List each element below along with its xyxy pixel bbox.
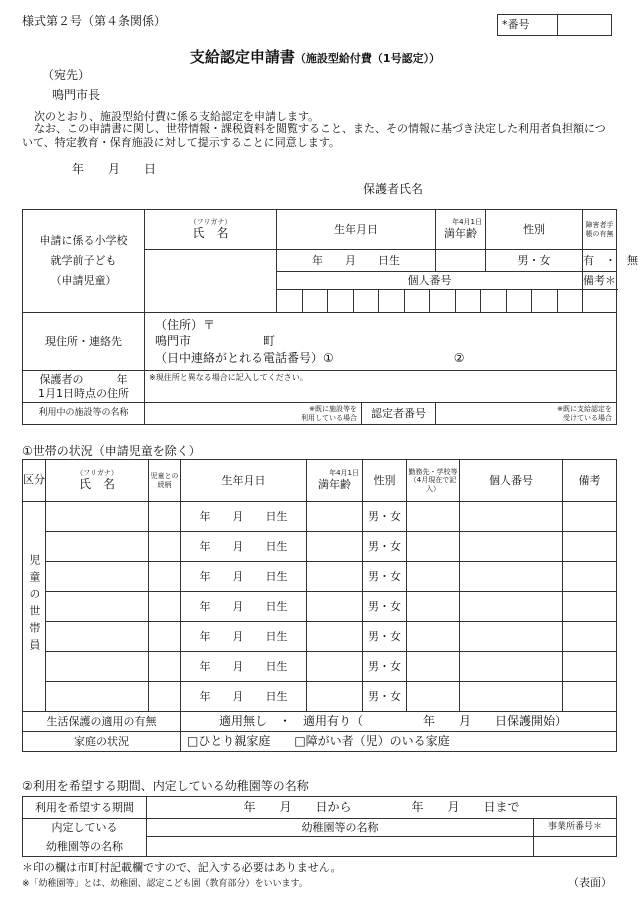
member-name[interactable] xyxy=(46,652,149,682)
facility-field[interactable]: ※既に施設等を 利用している場合 xyxy=(145,403,362,425)
footer-note-2: ※「幼稚園等」とは、幼稚園、認定こども園（教育部分）をいいます。 xyxy=(22,879,308,889)
facility-label: 利用中の施設等の名称 xyxy=(23,403,145,425)
page-title: 支給認定申請書（施設型給付費（1号認定）） xyxy=(189,48,441,66)
household-table xyxy=(22,459,617,752)
col-work: 勤務先・学校等（4月現在で記入） xyxy=(407,460,460,502)
member-remarks[interactable] xyxy=(563,592,617,622)
child-disability-field[interactable]: 有 ・ 無 xyxy=(583,250,617,272)
member-remarks[interactable] xyxy=(563,682,617,712)
member-remarks[interactable] xyxy=(563,562,617,592)
page-side-label: （表面） xyxy=(568,876,612,889)
member-work[interactable] xyxy=(407,622,460,652)
member-work[interactable] xyxy=(407,562,460,592)
member-work[interactable] xyxy=(407,682,460,712)
member-relation[interactable] xyxy=(149,652,181,682)
member-sex[interactable]: 男・女 xyxy=(363,592,407,622)
col-kubun: 区分 xyxy=(23,460,46,502)
member-personal-number[interactable] xyxy=(460,592,563,622)
member-remarks[interactable] xyxy=(563,502,617,532)
member-work[interactable] xyxy=(407,502,460,532)
child-disability-header: 障害者手帳の有無 xyxy=(583,210,617,250)
member-name[interactable] xyxy=(46,502,149,532)
member-sex[interactable]: 男・女 xyxy=(363,532,407,562)
addressee: 鳴門市長 xyxy=(52,88,101,102)
child-name-field[interactable] xyxy=(145,250,277,313)
col-sex: 性別 xyxy=(363,460,407,502)
kindergarten-name-field[interactable] xyxy=(147,837,534,857)
household-section-title: ①世帯の状況（申請児童を除く） xyxy=(22,444,201,458)
child-row-label: 申請に係る小学校 就学前子ども （申請児童） xyxy=(23,210,145,313)
guardian-address-label: 保護者の 年 1月1日時点の住所 xyxy=(23,371,145,403)
form-number: 様式第２号（第４条関係） xyxy=(22,14,167,28)
member-personal-number[interactable] xyxy=(460,622,563,652)
member-name[interactable] xyxy=(46,622,149,652)
member-sex[interactable]: 男・女 xyxy=(363,502,407,532)
member-remarks[interactable] xyxy=(563,622,617,652)
member-birthdate[interactable]: 年 月 日生 xyxy=(181,532,307,562)
family-label: 家庭の状況 xyxy=(23,732,181,752)
address-label: 現住所・連絡先 xyxy=(23,313,145,371)
col-relation: 児童との続柄 xyxy=(149,460,181,502)
member-relation[interactable] xyxy=(149,562,181,592)
member-birthdate[interactable]: 年 月 日生 xyxy=(181,652,307,682)
cert-number-label: 認定者番号 xyxy=(362,403,436,425)
child-birthdate-header: 生年月日 xyxy=(277,210,436,250)
period-table xyxy=(22,796,617,857)
member-personal-number[interactable] xyxy=(460,502,563,532)
welfare-field[interactable]: 適用無し ・ 適用有り（ 年 月 日保護開始） xyxy=(181,712,617,732)
period-field[interactable]: 年 月 日から 年 月 日まで xyxy=(147,797,617,819)
cert-number-field[interactable]: ※既に支給認定を 受けている場合 xyxy=(436,403,617,425)
col-age: 年4月1日 満年齢 xyxy=(307,460,363,502)
child-sex-header: 性別 xyxy=(486,210,583,250)
member-birthdate[interactable]: 年 月 日生 xyxy=(181,502,307,532)
member-sex[interactable]: 男・女 xyxy=(363,652,407,682)
col-personal-number: 個人番号 xyxy=(460,460,563,502)
intro-line-1: 次のとおり、施設型給付費に係る支給認定を申請します。 xyxy=(34,110,320,123)
kindergarten-name-header: 幼稚園等の名称 xyxy=(147,819,534,837)
member-remarks[interactable] xyxy=(563,532,617,562)
member-age[interactable] xyxy=(307,532,363,562)
welfare-label: 生活保護の適用の有無 xyxy=(23,712,181,732)
member-work[interactable] xyxy=(407,532,460,562)
col-remarks: 備考 xyxy=(563,460,617,502)
child-age-field[interactable] xyxy=(436,250,486,272)
member-birthdate[interactable]: 年 月 日生 xyxy=(181,592,307,622)
col-name: （フリガナ） 氏 名 xyxy=(46,460,149,502)
member-relation[interactable] xyxy=(149,592,181,622)
member-birthdate[interactable]: 年 月 日生 xyxy=(181,682,307,712)
intro-line-2: なお、この申請書に関し、世帯情報・課税資料を閲覧すること、また、その情報に基づき決定した利用者負担額について、特定教育・保育施設に対して提示することに同意します。 xyxy=(22,122,606,150)
member-age[interactable] xyxy=(307,592,363,622)
member-name[interactable] xyxy=(46,532,149,562)
member-age[interactable] xyxy=(307,562,363,592)
member-age[interactable] xyxy=(307,502,363,532)
personal-number-header: 個人番号 xyxy=(277,272,583,290)
family-field[interactable]: □ひとり親家庭 □障がい者（児）のいる家庭 xyxy=(181,732,617,752)
office-number-box xyxy=(497,14,612,36)
child-birthdate-field[interactable]: 年 月 日生 xyxy=(277,250,436,272)
child-sex-field[interactable]: 男・女 xyxy=(486,250,583,272)
member-personal-number[interactable] xyxy=(460,532,563,562)
member-sex[interactable]: 男・女 xyxy=(363,682,407,712)
child-remarks-header: 備考＊ xyxy=(583,272,617,290)
member-age[interactable] xyxy=(307,682,363,712)
addressee-label: （宛先） xyxy=(42,68,91,82)
member-age[interactable] xyxy=(307,622,363,652)
member-age[interactable] xyxy=(307,652,363,682)
child-table xyxy=(22,209,638,425)
member-relation[interactable] xyxy=(149,622,181,652)
member-personal-number[interactable] xyxy=(460,652,563,682)
member-sex[interactable]: 男・女 xyxy=(363,622,407,652)
guardian-name-label: 保護者氏名 xyxy=(363,182,424,196)
guardian-address-field[interactable]: ※現住所と異なる場合に記入してください。 xyxy=(145,371,617,403)
address-field[interactable]: （住所）〒 鳴門市 町 （日中連絡がとれる電話番号）① ② xyxy=(145,313,617,371)
member-birthdate[interactable]: 年 月 日生 xyxy=(181,562,307,592)
member-birthdate[interactable]: 年 月 日生 xyxy=(181,622,307,652)
member-work[interactable] xyxy=(407,592,460,622)
member-remarks[interactable] xyxy=(563,652,617,682)
application-date[interactable]: 年 月 日 xyxy=(72,162,157,176)
child-name-header: （フリガナ） 氏 名 xyxy=(145,210,277,250)
child-age-header: 年4月1日 満年齢 xyxy=(436,210,486,250)
member-sex[interactable]: 男・女 xyxy=(363,562,407,592)
member-name[interactable] xyxy=(46,682,149,712)
member-relation[interactable] xyxy=(149,532,181,562)
child-remarks-field[interactable] xyxy=(583,290,617,313)
member-personal-number[interactable] xyxy=(460,682,563,712)
member-personal-number[interactable] xyxy=(460,562,563,592)
footer-note-1: ＊印の欄は市町村記載欄ですので、記入する必要はありません。 xyxy=(22,861,342,874)
number-label: *番号 xyxy=(498,15,558,36)
office-number-field[interactable] xyxy=(534,837,617,857)
period-section-title: ②利用を希望する期間、内定している幼稚園等の名称 xyxy=(22,779,309,793)
office-number-header: 事業所番号＊ xyxy=(534,819,617,837)
member-name[interactable] xyxy=(46,592,149,622)
kindergarten-label: 内定している 幼稚園等の名称 xyxy=(23,819,147,857)
member-relation[interactable] xyxy=(149,502,181,532)
number-field[interactable] xyxy=(558,15,612,36)
household-group-label: 児童の世帯員 xyxy=(23,502,46,712)
member-relation[interactable] xyxy=(149,682,181,712)
member-work[interactable] xyxy=(407,652,460,682)
col-birthdate: 生年月日 xyxy=(181,460,307,502)
personal-number-field[interactable] xyxy=(277,290,583,313)
member-name[interactable] xyxy=(46,562,149,592)
period-label: 利用を希望する期間 xyxy=(23,797,147,819)
